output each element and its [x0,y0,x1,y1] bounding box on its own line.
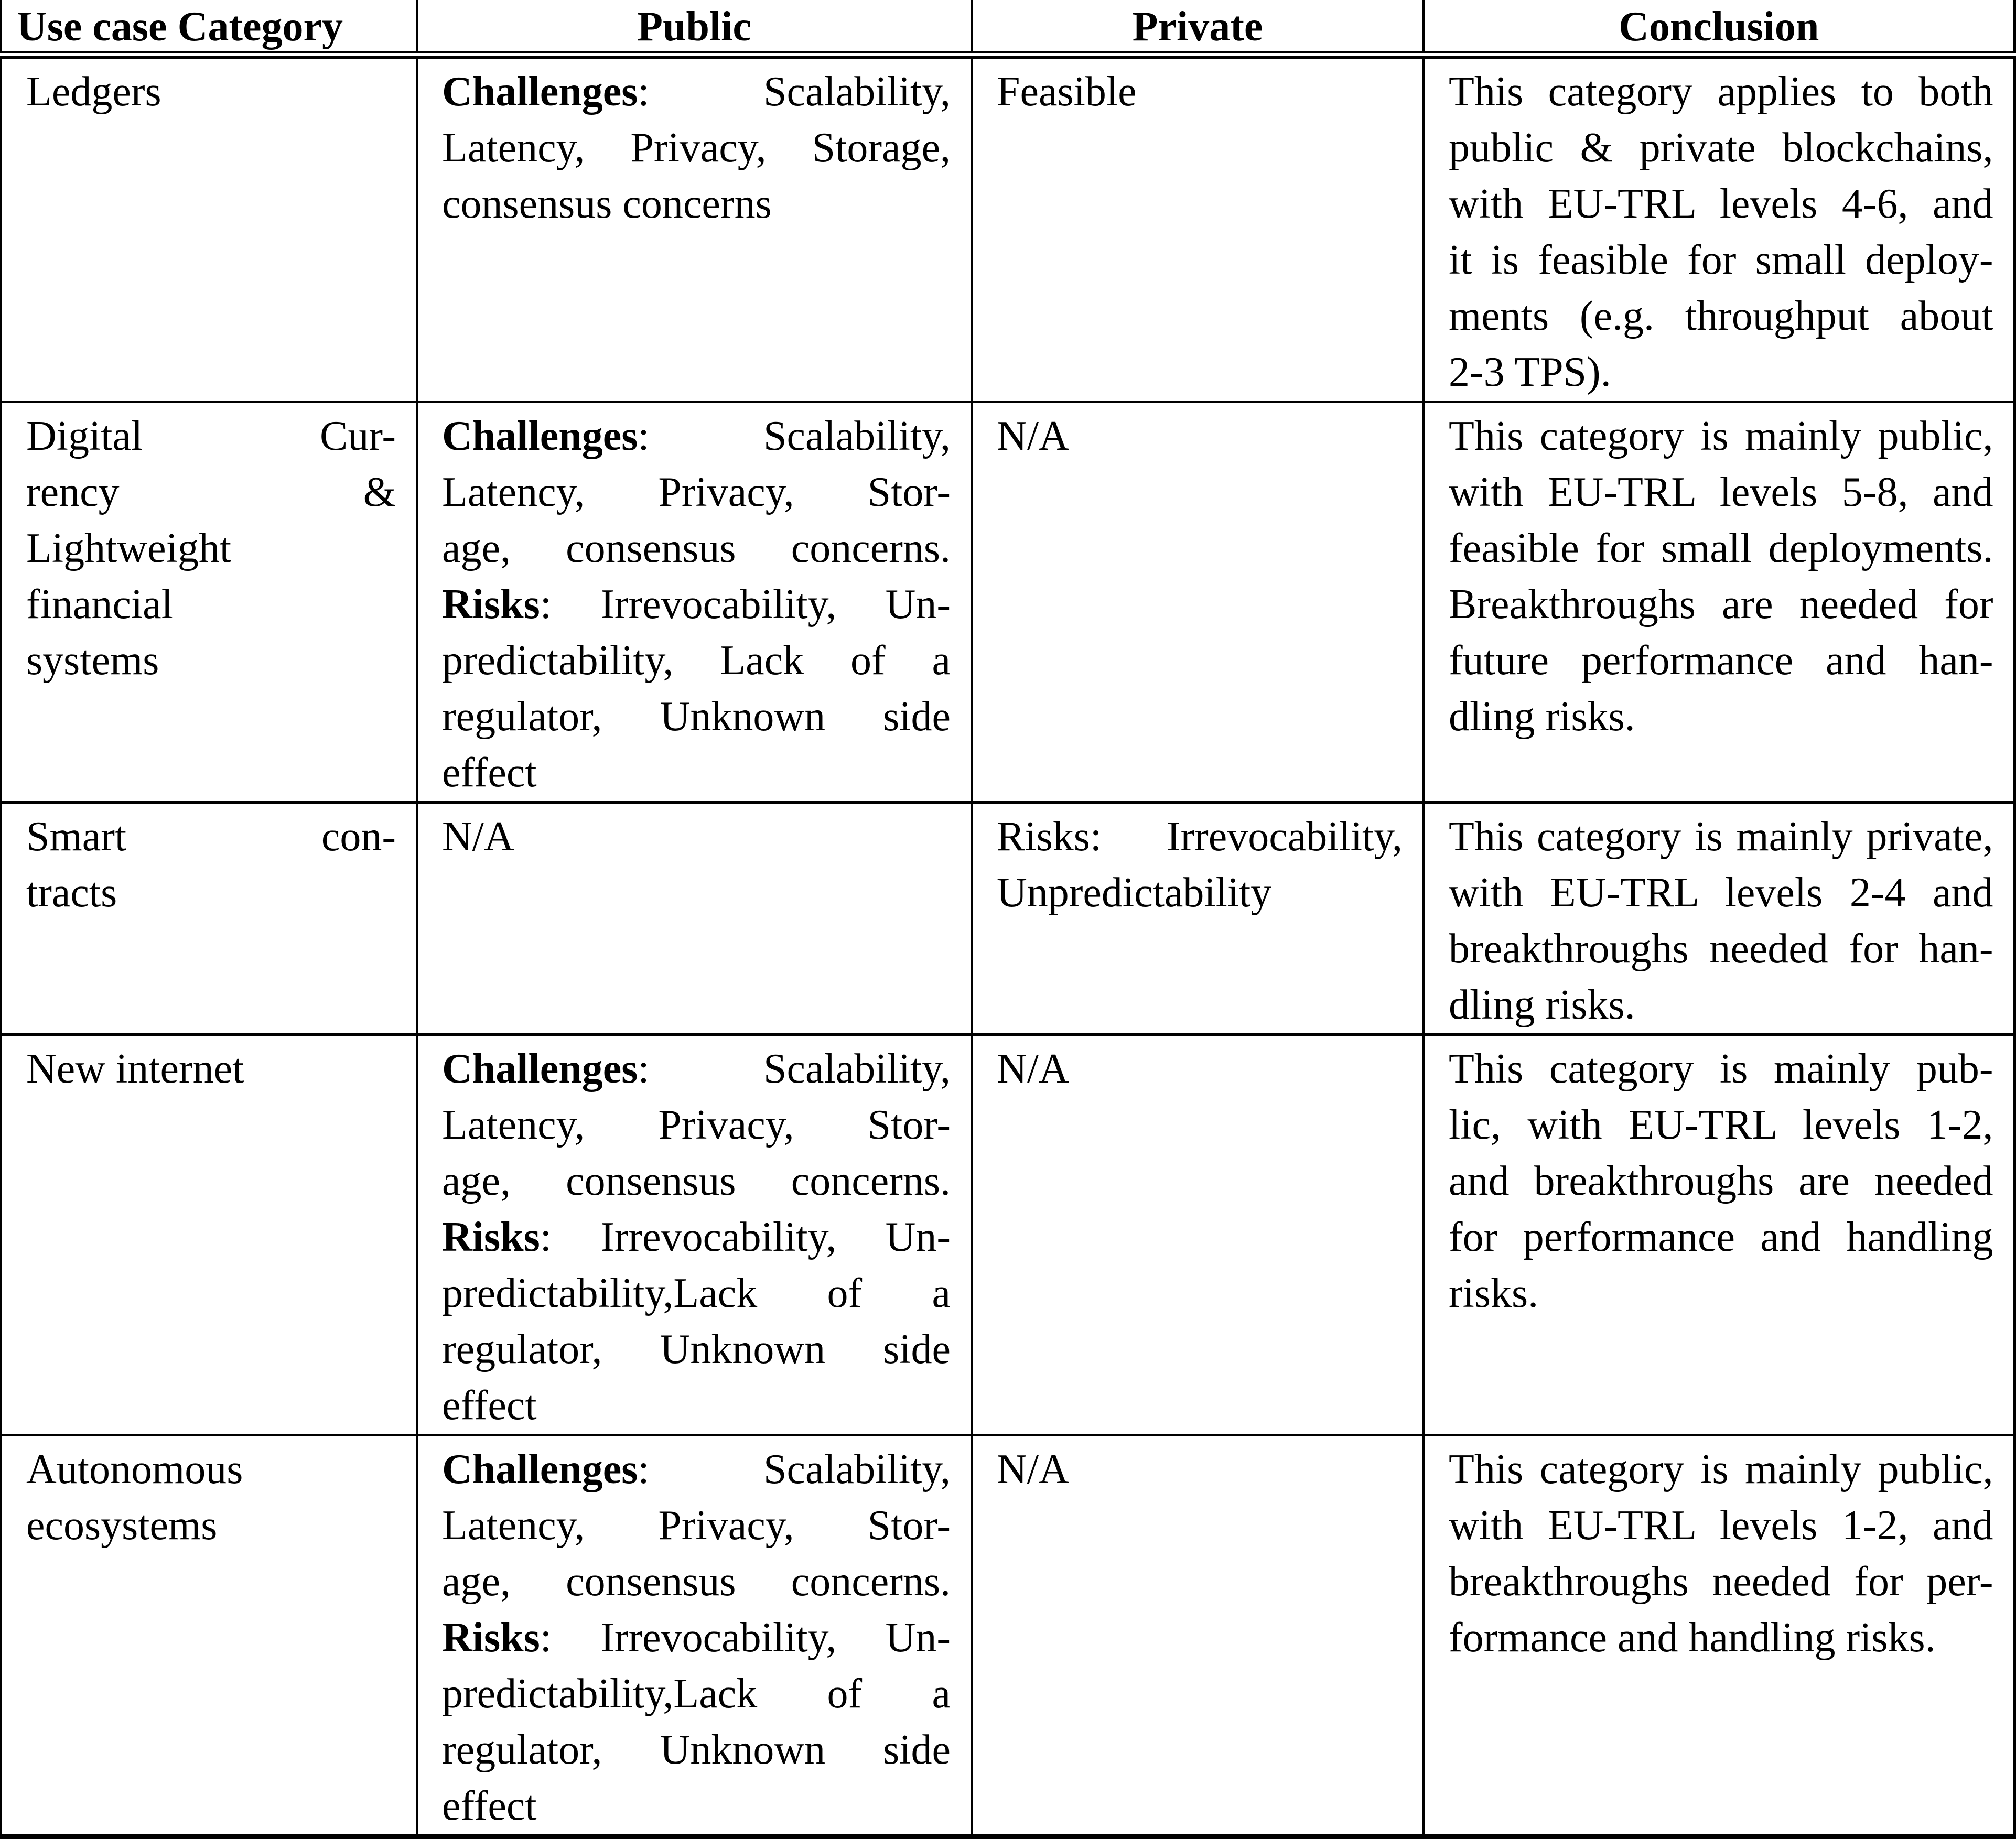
text-line: rency & [26,469,396,515]
table-row-autonomous-ecosystems [1,1435,2014,1837]
cell-ledgers-conclusion [1424,55,2014,402]
text-line: This category is mainly public, [1449,1446,1993,1492]
text-line: Autonomous [26,1446,243,1492]
text-line: and breakthroughs are needed [1449,1158,1993,1204]
text-line: This category is mainly private, [1449,814,1993,860]
text-line: New internet [26,1046,244,1092]
cell-ledgers-public [417,55,972,402]
text-line: regulator, Unknown side [442,694,951,740]
text-line: regulator, Unknown side [442,1727,951,1773]
text-line: N/A [997,1046,1069,1092]
text-line: feasible for small deployments. [1449,525,1993,571]
text-line: age, consensus concerns. [442,525,951,571]
text-line: with EU-TRL levels 5-8, and [1449,469,1993,515]
text-line: it is feasible for small deploy- [1449,237,1993,283]
cell-autonomous-ecosystems-public [417,1435,972,1837]
text-line: with EU-TRL levels 2-4 and [1449,870,1993,916]
text-line: Latency, Privacy, Stor- [442,1102,951,1148]
text-line: Smart con- [26,814,396,860]
text-line: predictability, Lack of a [442,637,951,684]
text-line: effect [442,750,537,796]
table-row-smart-contracts [1,803,2014,1035]
column-header-conclusion: Conclusion [1424,0,2014,55]
text-line: Risks: Irrevocability, Un- [442,581,951,628]
text-line: Digital Cur- [26,413,396,459]
text-line: Challenges: Scalability, [442,1446,951,1492]
cell-new-internet-conclusion [1424,1035,2014,1435]
text-line: public & private blockchains, [1449,125,1993,171]
text-line: regulator, Unknown side [442,1326,951,1372]
text-line: 2-3 TPS). [1449,349,1611,395]
table-row-new-internet [1,1035,2014,1435]
text-line: age, consensus concerns. [442,1559,951,1605]
text-line: Challenges: Scalability, [442,413,951,459]
cell-ledgers-category [1,55,417,402]
header-row [1,0,2014,55]
text-line: N/A [997,1446,1069,1492]
text-line: Breakthroughs are needed for [1449,581,1993,628]
text-line: ecosystems [26,1502,218,1549]
text-line: for performance and handling [1449,1214,1993,1260]
text-line: Latency, Privacy, Storage, [442,125,951,171]
text-line: formance and handling risks. [1449,1615,1936,1661]
cell-digital-currency-category [1,402,417,803]
text-line: risks. [1449,1270,1539,1316]
cell-ledgers-private [972,55,1424,402]
cell-smart-contracts-public [417,803,972,1035]
text-line: Latency, Privacy, Stor- [442,469,951,515]
cell-autonomous-ecosystems-conclusion [1424,1435,2014,1837]
cell-smart-contracts-private [972,803,1424,1035]
table-row-digital-currency [1,402,2014,803]
cell-smart-contracts-conclusion [1424,803,2014,1035]
table-row-ledgers [1,55,2014,402]
text-line: ments (e.g. throughput about [1449,293,1993,339]
text-line: N/A [442,814,514,860]
text-line: breakthroughs needed for han- [1449,926,1993,972]
text-line: future performance and han- [1449,637,1993,684]
text-line: Risks: Irrevocability, Un- [442,1615,951,1661]
text-line: predictability,Lack of a [442,1270,951,1316]
text-line: This category applies to both [1449,69,1993,115]
text-line: Risks: Irrevocability, [997,814,1403,860]
text-line: Feasible [997,69,1137,115]
text-line: age, consensus concerns. [442,1158,951,1204]
text-line: Latency, Privacy, Stor- [442,1502,951,1549]
text-line: This category is mainly public, [1449,413,1993,459]
cell-digital-currency-public [417,402,972,803]
text-line: breakthroughs needed for per- [1449,1559,1993,1605]
text-line: Ledgers [26,69,161,115]
text-line: lic, with EU-TRL levels 1-2, [1449,1102,1993,1148]
text-line: Challenges: Scalability, [442,1046,951,1092]
text-line: Lightweight [26,525,232,571]
text-line: Risks: Irrevocability, Un- [442,1214,951,1260]
column-header-use-case-category: Use case Category [1,0,417,55]
text-line: tracts [26,870,117,916]
text-line: This category is mainly pub- [1449,1046,1993,1092]
text-line: effect [442,1382,537,1429]
column-header-private: Private [972,0,1424,55]
text-line: predictability,Lack of a [442,1671,951,1717]
text-line: systems [26,637,159,684]
cell-new-internet-private [972,1035,1424,1435]
text-line: Challenges: Scalability, [442,69,951,115]
text-line: effect [442,1783,537,1829]
cell-new-internet-category [1,1035,417,1435]
cell-digital-currency-private [972,402,1424,803]
text-line: financial [26,581,173,628]
cell-smart-contracts-category [1,803,417,1035]
column-header-public: Public [417,0,972,55]
text-line: with EU-TRL levels 1-2, and [1449,1502,1993,1549]
cell-new-internet-public [417,1035,972,1435]
text-line: consensus concerns [442,181,772,227]
cell-autonomous-ecosystems-private [972,1435,1424,1837]
cell-autonomous-ecosystems-category [1,1435,417,1837]
cell-digital-currency-conclusion [1424,402,2014,803]
text-line: dling risks. [1449,694,1635,740]
text-line: dling risks. [1449,982,1635,1028]
text-line: with EU-TRL levels 4-6, and [1449,181,1993,227]
text-line: N/A [997,413,1069,459]
text-line: Unpredictability [997,870,1272,916]
